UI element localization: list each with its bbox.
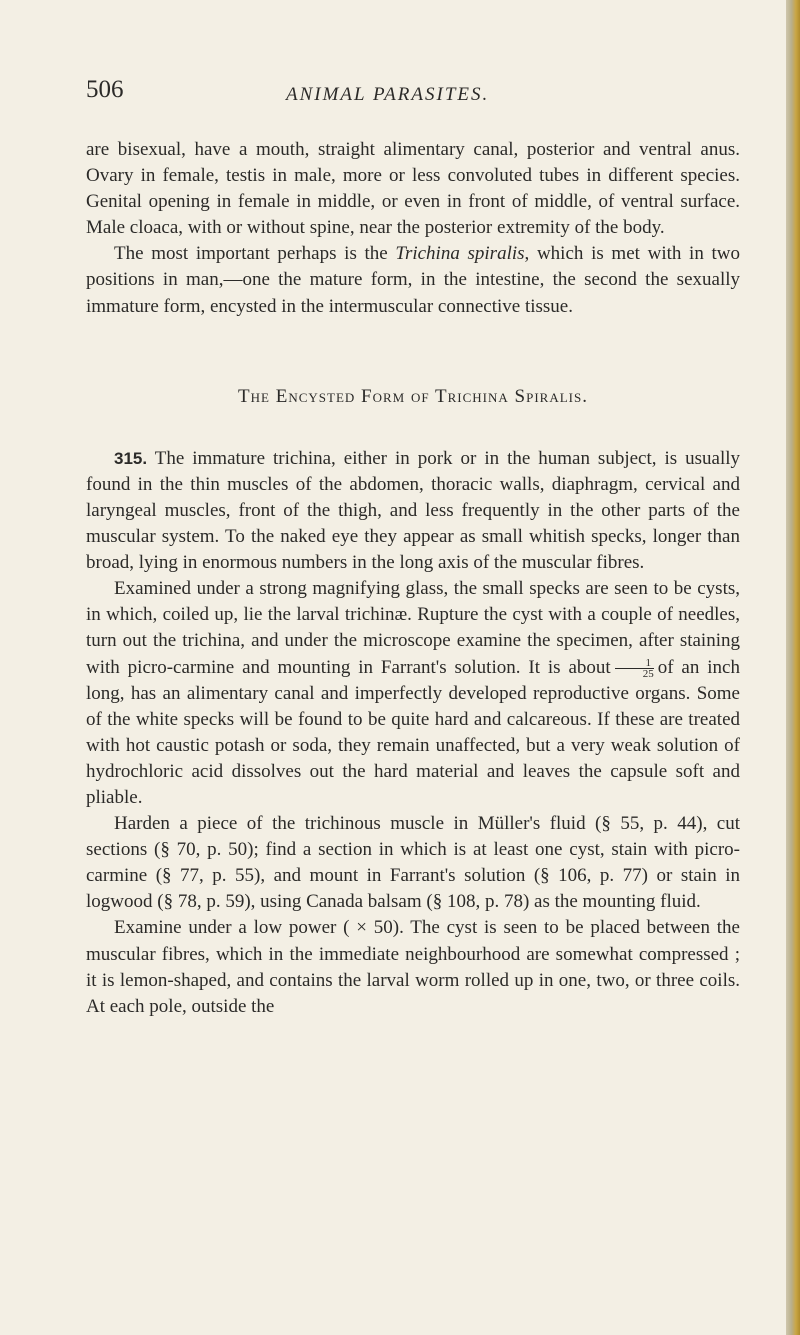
fraction: [615, 658, 654, 679]
paragraph-1: are bisexual, have a mouth, straight alimentary canal, posterior and ventral anus. Ovary in female, testis in male, more or less convoluted tubes in different species. Genital opening in female in middle, or even in front of middle, of ventral surface. Male cloaca, with or without spine, near the posterior extremity of the body.: [86, 139, 740, 239]
fraction-denominator: 25: [642, 667, 654, 680]
page-header: [86, 76, 736, 114]
paragraph-2: [86, 241, 740, 319]
page-edge: [786, 0, 800, 1335]
species-name: Trichina spiralis: [395, 243, 525, 265]
paragraph-4-end: of an inch long, has an alimentary canal and imperfectly developed reproductive organs. Some of the white specks will be found to be quite hard and calcareous. If these are treated with hot caustic potash or soda, they remain unaffected, but a very weak solution of hydrochloric acid dissolves out the hard material and leaves the capsule soft and pliable.: [86, 656, 740, 808]
paragraph-315: [86, 446, 740, 576]
paragraph-2-end: , which is met with in two positions in man,—one the mature form, in the intestine, the second the sexually immature form, encysted in the intermuscular connective tissue.: [86, 243, 741, 317]
body-text: [86, 137, 740, 1020]
paragraph-number: 315.: [114, 448, 148, 468]
running-head: ANIMAL PARASITES.: [286, 84, 490, 105]
paragraph-2-start: The most important perhaps is the: [114, 243, 396, 265]
paragraph-4-start: Examined under a strong magnifying glass, the small specks are seen to be cysts, in which, coiled up, lie the larval trichinæ. Rupture the cyst with a couple of needles, turn out the trichina, and under the microscope examine the specimen, after staining with picro-carmine and mounting in Farrant's solution. It is about: [86, 578, 740, 678]
paragraph-315-text: The immature trichina, either in pork or in the human subject, is usually found in the thin muscles of the abdomen, thoracic walls, diaphragm, cervical and laryngeal muscles, front of the thigh, and less frequently in the other parts of the muscular system. To the naked eye they appear as small whitish specks, longer than broad, lying in enormous numbers in the long axis of the muscular fibres.: [86, 447, 740, 574]
paragraph-6: Examine under a low power ( × 50). The cyst is seen to be placed between the muscular fibres, which in the immediate neighbourhood are somewhat compressed ; it is lemon-shaped, and contains the larval worm rolled up in one, two, or three coils. At each pole, outside the: [86, 917, 740, 1017]
section-title: The Encysted Form of Trichina Spiralis.: [238, 385, 588, 407]
paragraph-5: Harden a piece of the trichinous muscle in Müller's fluid (§ 55, p. 44), cut sections (§ 70, p. 50); find a section in which is at least one cyst, stain with picro-carmine (§ 77, p. 55), and mount in Farrant's solution (§ 106, p. 77) or stain in logwood (§ 78, p. 59), using Canada balsam (§ 108, p. 78) as the mounting fluid.: [86, 813, 740, 913]
fraction-numerator: 1: [615, 658, 654, 669]
paragraph-4: [86, 576, 740, 811]
page-number: 506: [86, 76, 124, 103]
